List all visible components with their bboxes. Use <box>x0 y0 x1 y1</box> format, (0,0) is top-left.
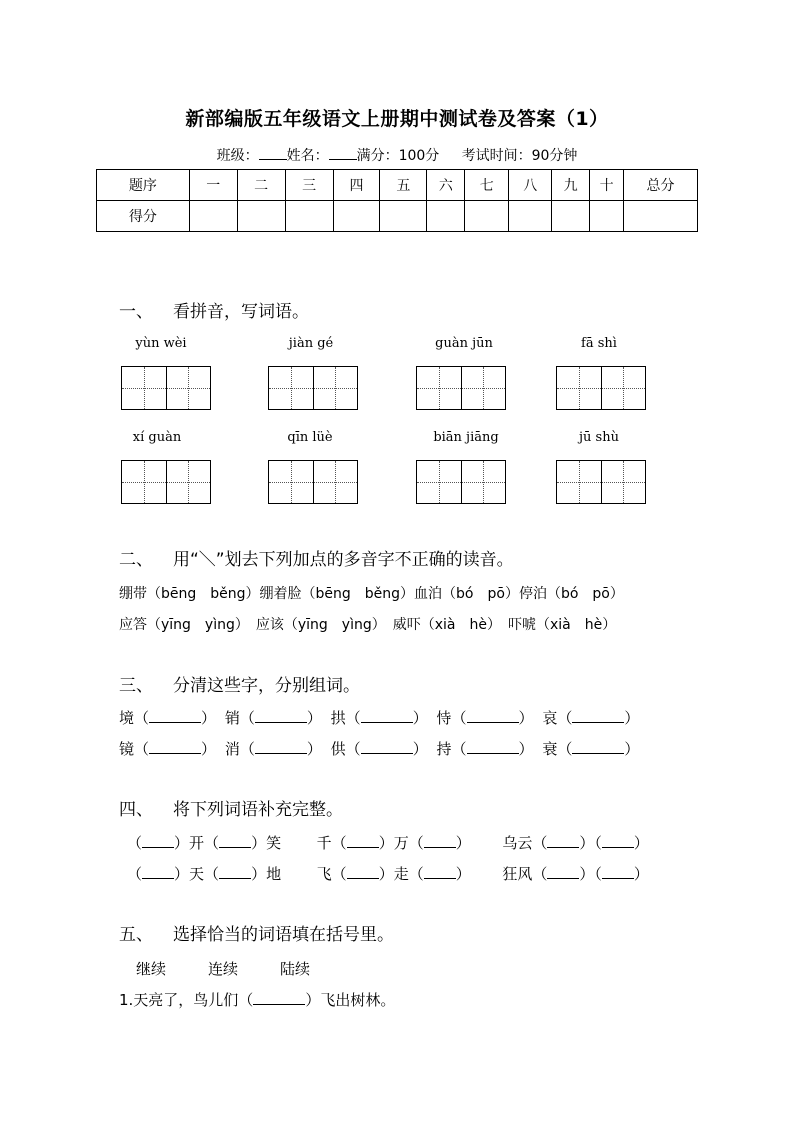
header-cell: 七 <box>465 170 509 201</box>
exam-time: 考试时间：90分钟 <box>461 148 578 164</box>
answer-blank[interactable] <box>142 866 174 879</box>
score-cell[interactable] <box>624 201 698 232</box>
pinyin-label: biān jiāng <box>433 430 499 445</box>
section-number: 四、 <box>119 800 153 820</box>
pinyin-label: guàn jūn <box>435 336 493 351</box>
score-cell[interactable] <box>590 201 624 232</box>
answer-blank[interactable] <box>361 741 413 754</box>
score-cell[interactable] <box>427 201 465 232</box>
header-cell: 九 <box>552 170 590 201</box>
idiom-item: 乌云（ ）（ ） <box>502 834 649 852</box>
writing-grid[interactable] <box>268 366 358 410</box>
word-group-row-2 <box>119 738 643 759</box>
score-cell[interactable] <box>509 201 552 232</box>
word-item: 消（ ） <box>224 740 322 758</box>
section-title: 选择恰当的词语填在括号里。 <box>173 925 394 945</box>
name-label: 姓名： <box>286 148 329 164</box>
answer-blank[interactable] <box>361 710 413 723</box>
header-cell: 一 <box>189 170 237 201</box>
answer-blank[interactable] <box>255 741 307 754</box>
idiom-item: （ ）天（ ）地 <box>127 865 282 883</box>
idiom-item: 狂风（ ）（ ） <box>502 865 649 883</box>
answer-blank[interactable] <box>347 866 379 879</box>
writing-grid[interactable] <box>268 460 358 504</box>
answer-blank[interactable] <box>149 741 201 754</box>
answer-blank[interactable] <box>142 835 174 848</box>
score-cell[interactable] <box>333 201 380 232</box>
word-item: 镜（ ） <box>119 740 217 758</box>
answer-blank[interactable] <box>347 835 379 848</box>
header-cell: 八 <box>509 170 552 201</box>
score-value-row <box>97 201 698 232</box>
header-cell: 题序 <box>97 170 190 201</box>
polyphone-line-1: 绷带（bēng běng）绷着脸（bēng běng）血泊（bó pō）停泊（bó pō） <box>119 586 624 602</box>
header-cell: 六 <box>427 170 465 201</box>
word-options <box>136 958 352 979</box>
writing-grid[interactable] <box>416 366 506 410</box>
section-5-heading <box>119 920 394 945</box>
score-cell[interactable] <box>237 201 285 232</box>
idiom-row-2 <box>127 863 653 884</box>
idiom-item: （ ）开（ ）笑 <box>127 834 282 852</box>
answer-blank[interactable] <box>572 741 624 754</box>
score-cell[interactable] <box>552 201 590 232</box>
pinyin-label: fā shì <box>581 336 617 351</box>
section-number: 三、 <box>119 676 153 696</box>
score-cell[interactable] <box>465 201 509 232</box>
pinyin-label: jiàn gé <box>288 336 334 351</box>
section-number: 一、 <box>119 302 153 322</box>
score-cell[interactable] <box>189 201 237 232</box>
pinyin-label: xí guàn <box>132 430 182 445</box>
score-header-row <box>97 170 698 201</box>
header-cell: 总分 <box>624 170 698 201</box>
class-blank[interactable] <box>259 147 287 160</box>
full-score: 满分：100分 <box>356 148 440 164</box>
polyphone-line-2: 应答（yīng yìng） 应该（yīng yìng） 威吓（xià hè） 吓唬（xià hè） <box>119 617 617 633</box>
word-item: 恃（ ） <box>436 709 534 727</box>
writing-grid[interactable] <box>121 460 211 504</box>
word-item: 哀（ ） <box>542 709 640 727</box>
word-item: 拱（ ） <box>330 709 428 727</box>
score-table <box>96 169 698 232</box>
score-cell[interactable] <box>380 201 427 232</box>
header-cell: 十 <box>590 170 624 201</box>
section-number: 二、 <box>119 550 153 570</box>
header-cell: 三 <box>285 170 333 201</box>
word-item: 持（ ） <box>436 740 534 758</box>
class-label: 班级： <box>216 148 259 164</box>
writing-grid[interactable] <box>556 460 646 504</box>
section-4-heading <box>119 795 343 820</box>
section-number: 五、 <box>119 925 153 945</box>
section-title: 将下列词语补充完整。 <box>173 800 343 820</box>
pinyin-label: jū shù <box>579 430 619 445</box>
question-1: 1.天亮了，鸟儿们（ ）飞出树林。 <box>119 991 396 1009</box>
word-item: 销（ ） <box>224 709 322 727</box>
writing-grid[interactable] <box>121 366 211 410</box>
option-word: 继续 <box>136 960 167 978</box>
score-cell[interactable] <box>285 201 333 232</box>
word-group-row-1 <box>119 707 643 728</box>
writing-grid[interactable] <box>556 366 646 410</box>
header-cell: 五 <box>380 170 427 201</box>
answer-blank[interactable] <box>255 710 307 723</box>
answer-blank[interactable] <box>219 866 251 879</box>
name-blank[interactable] <box>329 147 357 160</box>
section-1-heading <box>119 297 309 322</box>
word-item: 境（ ） <box>119 709 217 727</box>
idiom-item: 飞（ ）走（ ） <box>316 865 471 883</box>
section-title: 分清这些字，分别组词。 <box>173 676 360 696</box>
answer-blank[interactable] <box>572 710 624 723</box>
answer-blank[interactable] <box>424 835 456 848</box>
answer-blank[interactable] <box>602 866 634 879</box>
pinyin-label: qīn lüè <box>287 430 333 445</box>
answer-blank[interactable] <box>424 866 456 879</box>
word-item: 衰（ ） <box>542 740 640 758</box>
section-title: 看拼音，写词语。 <box>173 302 309 322</box>
section-title: 用“＼”划去下列加点的多音字不正确的读音。 <box>173 550 514 570</box>
idiom-row-1 <box>127 832 653 853</box>
option-word: 陆续 <box>280 960 311 978</box>
page-title: 新部编版五年级语文上册期中测试卷及答案（1） <box>185 108 609 130</box>
answer-blank[interactable] <box>253 992 305 1005</box>
section-3-heading <box>119 671 360 696</box>
answer-blank[interactable] <box>219 835 251 848</box>
answer-blank[interactable] <box>547 866 579 879</box>
writing-grid[interactable] <box>416 460 506 504</box>
section-2-heading <box>119 545 514 570</box>
pinyin-label: yùn wèi <box>135 336 187 351</box>
answer-blank[interactable] <box>602 835 634 848</box>
header-cell: 二 <box>237 170 285 201</box>
idiom-item: 千（ ）万（ ） <box>316 834 471 852</box>
option-word: 连续 <box>208 960 239 978</box>
answer-blank[interactable] <box>547 835 579 848</box>
answer-blank[interactable] <box>467 741 519 754</box>
header-cell: 四 <box>333 170 380 201</box>
score-label-cell: 得分 <box>97 201 190 232</box>
answer-blank[interactable] <box>467 710 519 723</box>
word-item: 供（ ） <box>330 740 428 758</box>
exam-info <box>0 145 794 165</box>
answer-blank[interactable] <box>149 710 201 723</box>
